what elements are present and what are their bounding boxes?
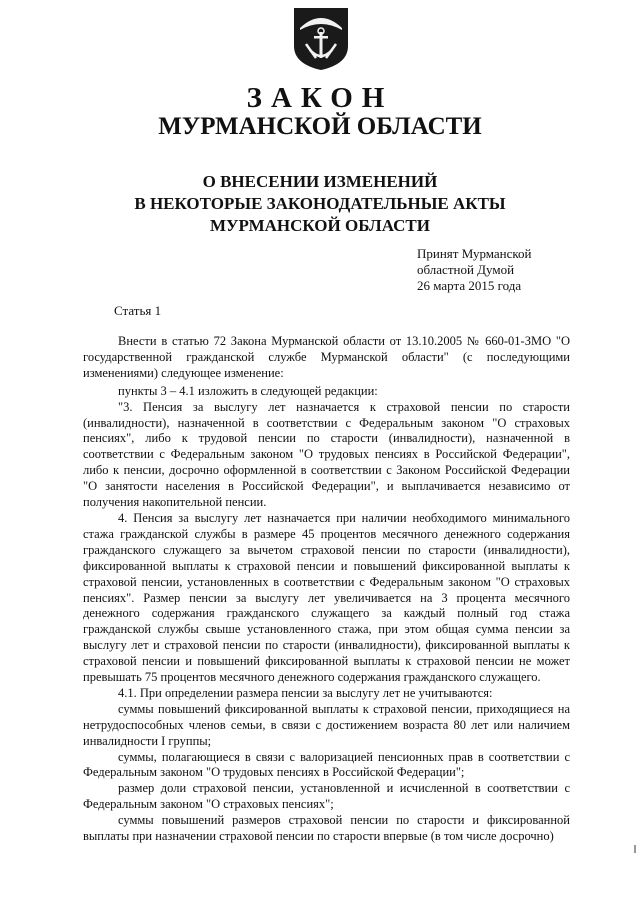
- adoption-line: областной Думой: [417, 262, 515, 277]
- paragraph: 4. Пенсия за выслугу лет назначается при наличии необходимого минимального стажа гражданской службы в размере 45 процентов месячного денежного содержания гражданского служащего за вычетом страховой пенсии по старости (инвалидности), фиксированной выплаты к страховой пенсии и повышений фиксированной выплаты к страховой пенсии, установленных в соответствии с Федеральным законом "О страховых пенсиях". Размер пенсии за выслугу лет увеличивается на 3 процента месячного денежного содержания гражданского служащего за каждый полный год стажа гражданской службы свыше установленного стажа, при этом общая сумма пенсии за выслугу лет и страховой пенсии по старости (инвалидности), фиксированной выплаты к страховой пенсии и повышений фиксированной выплаты к страховой пенсии не может превышать 75 процентов месячного денежного содержания гражданского служащего.: [83, 510, 570, 685]
- paragraph: Внести в статью 72 Закона Мурманской области от 13.10.2005 № 660-01-ЗМО "О государственной гражданской службе Мурманской области" (с последующими изменениями) следующее изменение:: [83, 334, 570, 380]
- paragraph: суммы повышений размеров страховой пенсии по старости и фиксированной выплаты при назначении страховой пенсии по старости впервые (в том числе досрочно): [83, 813, 570, 844]
- paragraph: суммы повышений фиксированной выплаты к страховой пенсии, приходящиеся на нетрудоспособных членов семьи, в связи с достижением возраста 80 лет или наличием инвалидности I группы;: [83, 701, 570, 748]
- paragraph: 4.1. При определении размера пенсии за выслугу лет не учитываются:: [118, 685, 493, 700]
- paragraph: размер доли страховой пенсии, установленной и исчисленной в соответствии с Федеральным законом "О страховых пенсиях";: [83, 781, 570, 812]
- murmansk-coat-of-arms-icon: [292, 6, 350, 72]
- scan-mark: [634, 845, 636, 853]
- region-heading: МУРМАНСКОЙ ОБЛАСТИ: [158, 113, 482, 140]
- adoption-line: Принят Мурманской: [417, 246, 532, 261]
- law-heading: ЗАКОН: [246, 82, 394, 114]
- title-line: МУРМАНСКОЙ ОБЛАСТИ: [210, 216, 430, 235]
- paragraph: пункты 3 – 4.1 изложить в следующей редакции:: [118, 383, 378, 398]
- document-title: [0, 171, 640, 237]
- title-line: О ВНЕСЕНИИ ИЗМЕНЕНИЙ: [202, 172, 438, 191]
- adoption-date: 26 марта 2015 года: [417, 278, 522, 293]
- title-line: В НЕКОТОРЫЕ ЗАКОНОДАТЕЛЬНЫЕ АКТЫ: [134, 194, 506, 213]
- article-body: [83, 334, 570, 845]
- article-heading: Статья 1: [114, 303, 162, 318]
- adoption-note: [417, 246, 532, 294]
- paragraph: "3. Пенсия за выслугу лет назначается к страховой пенсии по старости (инвалидности), назначенной в соответствии с Федеральным законом "О страховых пенсиях", либо к трудовой пенсии по старости (инвалидности), назначенной в соответствии с Федеральным законом "О трудовых пенсиях в Российской Федерации", либо к пенсии, досрочно оформленной в соответствии с Законом Российской Федерации "О занятости населения в Российской Федерации", и выплачивается независимо от получения накопительной пенсии.: [83, 399, 570, 510]
- paragraph: суммы, полагающиеся в связи с валоризацией пенсионных прав в соответствии с Федеральным законом "О трудовых пенсиях в Российской Федерации";: [83, 749, 570, 780]
